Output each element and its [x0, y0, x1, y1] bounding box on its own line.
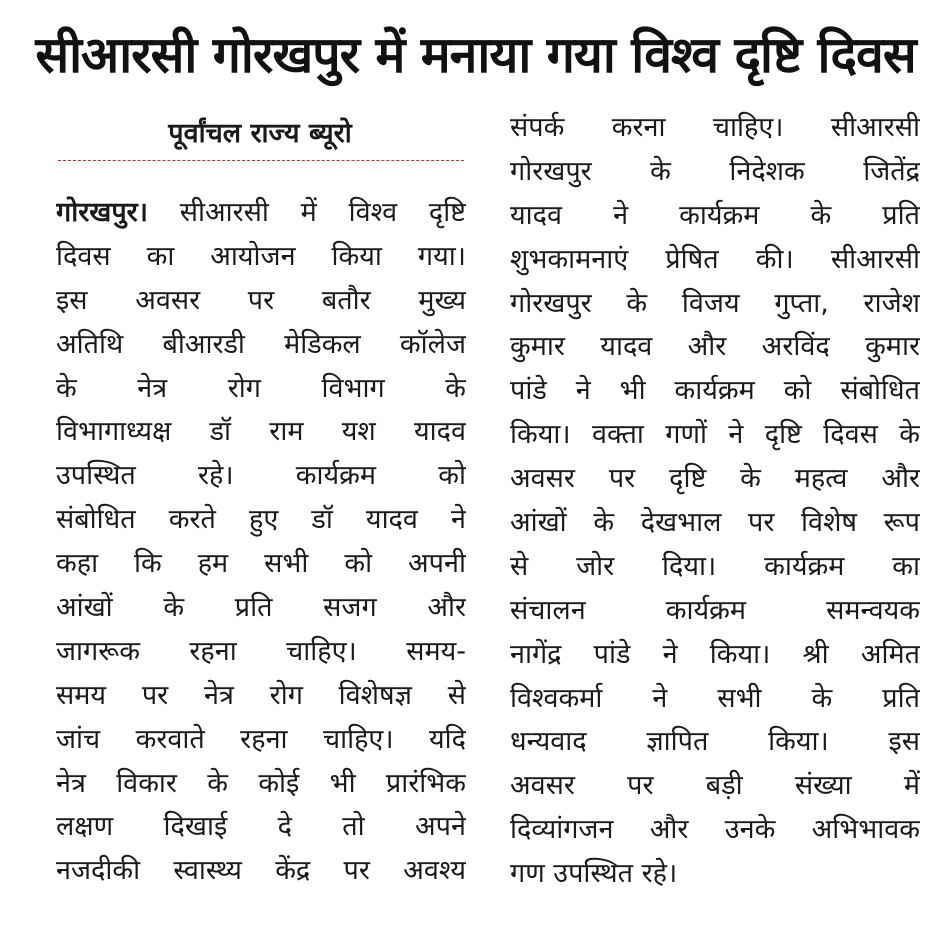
article-body-left-column: [56, 191, 466, 893]
body-line: आंखों के प्रति सजग और: [56, 592, 466, 624]
body-line: संबोधित करते हुए डॉ यादव ने: [56, 504, 466, 536]
body-line: अवसर पर दृष्टि के महत्व और: [510, 463, 920, 495]
body-line: उपस्थित रहे। कार्यक्रम को: [56, 460, 466, 492]
body-line: कहा कि हम सभी को अपनी: [56, 548, 466, 580]
body-line: गण उपस्थित रहे।: [510, 858, 678, 890]
body-line: दिवस का आयोजन किया गया।: [56, 240, 466, 272]
body-line: नागेंद्र पांडे ने किया। श्री अमित: [510, 638, 920, 670]
body-line: संपर्क करना चाहिए। सीआरसी: [510, 112, 920, 143]
article-byline: पूर्वांचल राज्य ब्यूरो: [168, 118, 352, 149]
body-line: विभागाध्यक्ष डॉ राम यश यादव: [56, 416, 466, 448]
body-line: धन्यवाद ज्ञापित किया। इस: [510, 726, 920, 758]
body-line: अतिथि बीआरडी मेडिकल कॉलेज: [56, 328, 466, 360]
body-line: गोरखपुर के विजय गुप्ता, राजेश: [510, 287, 920, 319]
body-line: से जोर दिया। कार्यक्रम का: [510, 550, 920, 582]
body-line: कुमार यादव और अरविंद कुमार: [510, 331, 920, 363]
body-line: इस अवसर पर बतौर मुख्य: [56, 284, 466, 316]
body-line: शुभकामनाएं प्रेषित की। सीआरसी: [510, 243, 920, 275]
body-line: संचालन कार्यक्रम समन्वयक: [510, 594, 920, 626]
body-line: नेत्र विकार के कोई भी प्रारंभिक: [56, 767, 466, 799]
body-line: गोरखपुर के निदेशक जितेंद्र: [510, 155, 920, 187]
body-line: लक्षण दिखाई दे तो अपने: [56, 811, 466, 843]
body-line: नजदीकी स्वास्थ्य केंद्र पर अवश्य: [56, 855, 466, 887]
body-line: विश्वकर्मा ने सभी के प्रति: [510, 682, 920, 714]
body-line: समय पर नेत्र रोग विशेषज्ञ से: [56, 679, 466, 711]
body-line: जांच करवाते रहना चाहिए। यदि: [56, 723, 466, 755]
body-line: यादव ने कार्यक्रम के प्रति: [510, 199, 920, 231]
article-headline: सीआरसी गोरखपुर में मनाया गया विश्व दृष्टि दिवस: [35, 26, 916, 84]
body-line: [56, 191, 466, 235]
byline-divider: [58, 160, 464, 161]
body-line: अवसर पर बड़ी संख्या में: [510, 770, 920, 802]
body-line: जागरूक रहना चाहिए। समय-: [56, 635, 466, 667]
article-body-right-column: [510, 106, 920, 896]
body-line: आंखों के देखभाल पर विशेष रूप: [510, 507, 920, 539]
dateline: गोरखपुर।: [56, 197, 148, 228]
body-line: के नेत्र रोग विभाग के: [56, 372, 466, 404]
body-line: दिव्यांगजन और उनके अभिभावक: [510, 814, 920, 846]
body-line: किया। वक्ता गणों ने दृष्टि दिवस के: [510, 419, 920, 451]
body-line: पांडे ने भी कार्यक्रम को संबोधित: [510, 375, 920, 407]
body-line-text: सीआरसी में विश्व दृष्टि: [147, 197, 466, 228]
